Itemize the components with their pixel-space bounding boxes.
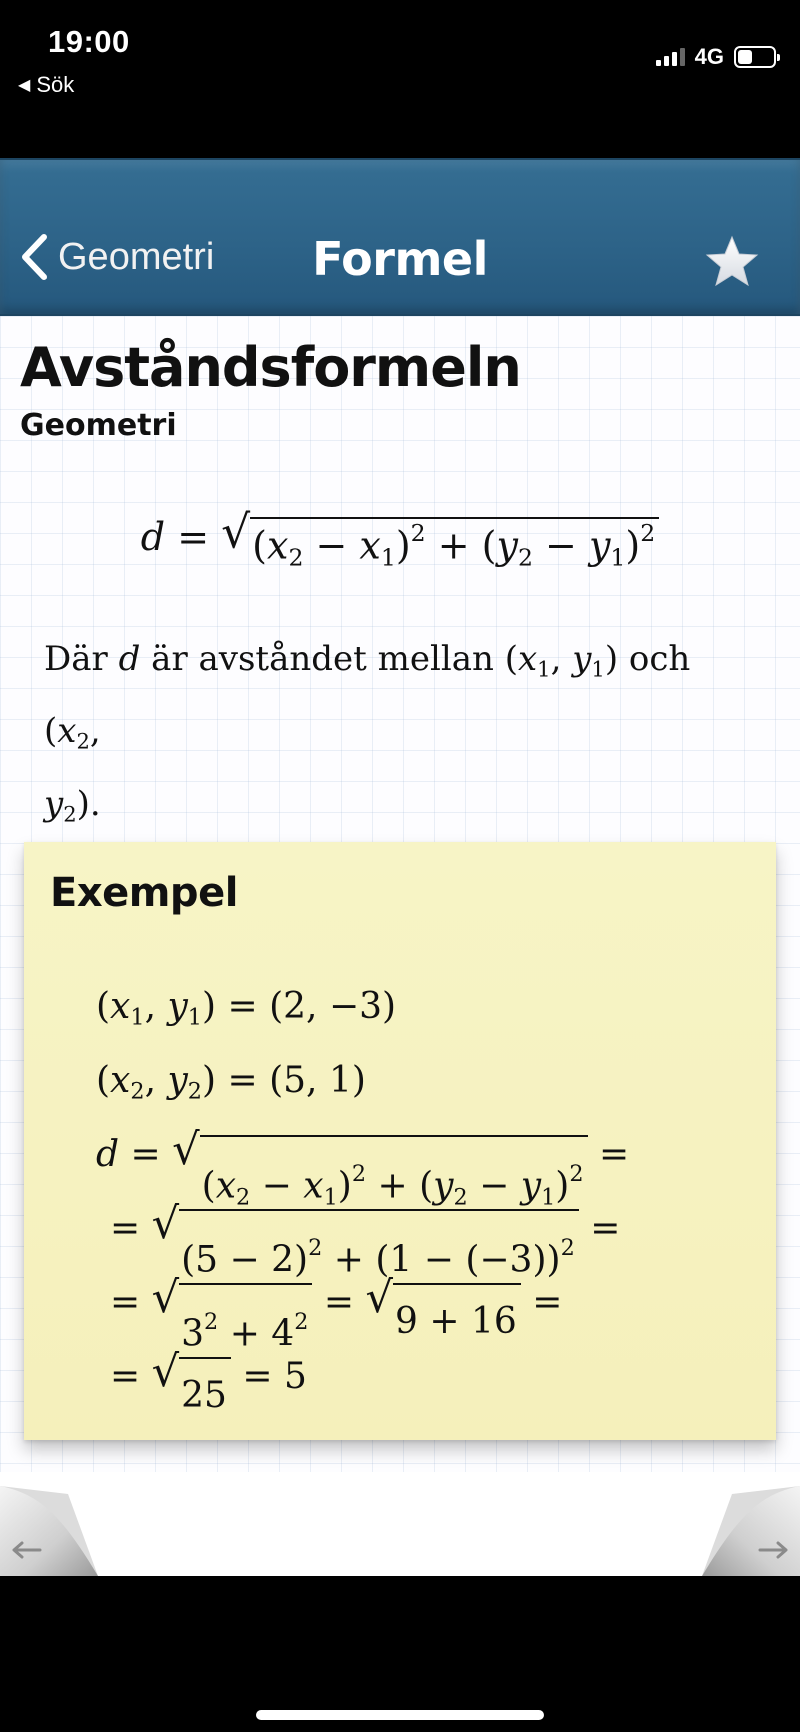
distance-formula: d = √ $(x_2 - x_1)^2 + (y_2 - y_1)^2$	[0, 512, 800, 571]
network-type: 4G	[694, 44, 724, 69]
home-indicator[interactable]	[256, 1710, 544, 1720]
formula-content	[0, 316, 800, 1576]
page-title: Avståndsformeln	[20, 336, 521, 399]
status-time: 19:00	[48, 24, 130, 59]
page-category: Geometri	[20, 408, 177, 443]
star-icon[interactable]	[704, 234, 760, 290]
example-step: ($x_2$, $y_2) = (5$, 1)	[96, 1060, 366, 1105]
nav-bar	[0, 158, 800, 316]
back-to-app-link[interactable]	[18, 72, 74, 98]
example-steps	[96, 970, 630, 1417]
status-indicators	[656, 44, 776, 70]
example-title: Exempel	[50, 870, 238, 916]
back-to-app-label: Sök	[36, 72, 75, 97]
example-step: = √ 25 = 5	[96, 1340, 629, 1414]
sqrt: √ $(x_2 - x_1)^2 + (y_2 - y_1)^2$	[221, 512, 659, 571]
example-step: d = √ $(x_2 - x_1)^2 + (y_2 - y_1)^2$ =	[96, 1118, 629, 1192]
example-step: = √ $3^2 + 4^2$ = √ 9 + 16 =	[96, 1266, 629, 1340]
bottom-area	[0, 1576, 800, 1732]
status-bar	[0, 0, 800, 158]
formula-description: Där d är avståndet mellan ($x_1$, $y_1$) och ($x_2$, $y_2$).	[44, 639, 691, 826]
example-step: = √ $(5 - 2)^2 + (1 - (-3))^2$ =	[96, 1192, 629, 1266]
page-footer	[0, 1472, 800, 1576]
page-curl-right-icon[interactable]	[700, 1486, 800, 1576]
point-2-value: (5, 1)	[269, 1060, 366, 1101]
nav-title: Formel	[312, 232, 488, 286]
point-1-value: (2, −3)	[269, 986, 397, 1027]
signal-icon	[656, 48, 685, 66]
back-triangle-icon: ◀	[18, 77, 31, 94]
page-curl-left-icon[interactable]	[0, 1486, 100, 1576]
battery-icon	[734, 46, 776, 68]
back-button-label: Geometri	[58, 235, 215, 278]
example-step: ($x_1$, $y_1) = (2$, −3)	[96, 986, 397, 1031]
example-card	[24, 842, 776, 1440]
